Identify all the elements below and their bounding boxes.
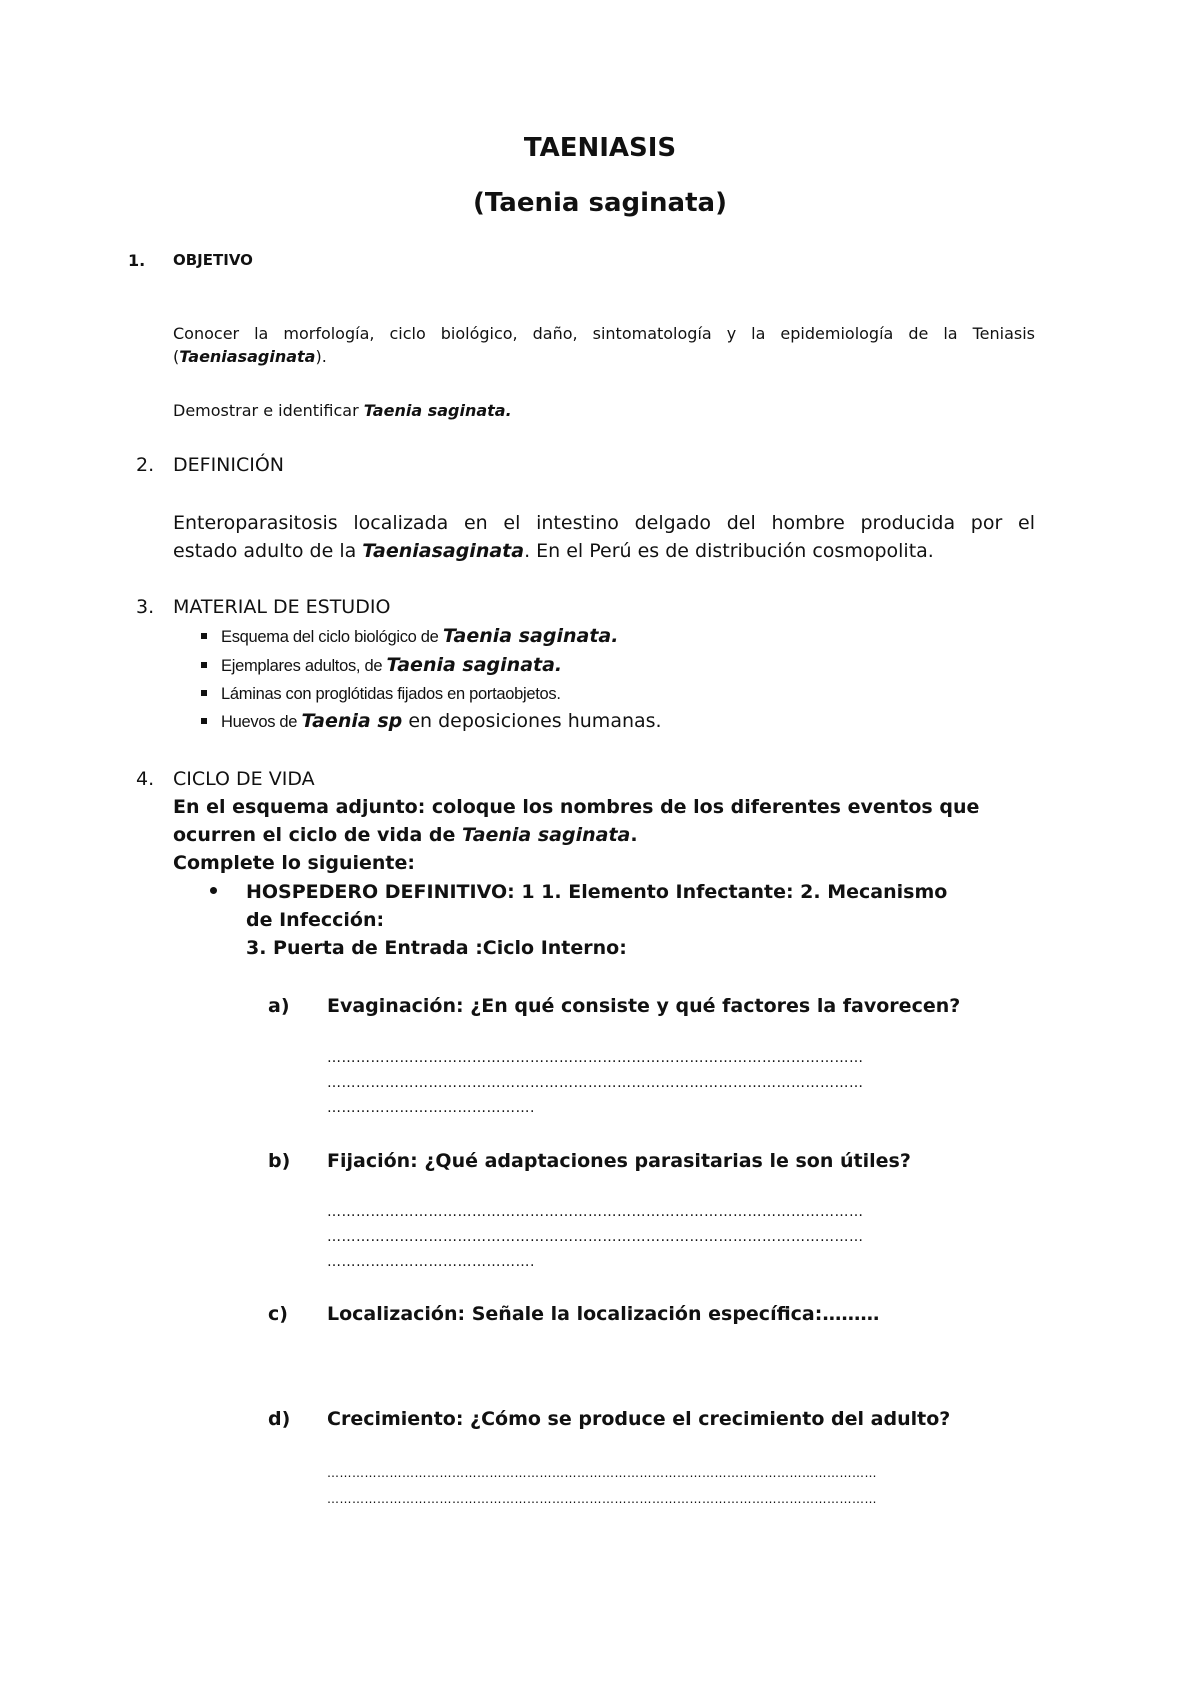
answer-line[interactable]: ………………………………………………………………………………………………… <box>327 1229 864 1245</box>
material-item: Ejemplares adultos, de Taenia saginata. <box>201 654 562 676</box>
host-line-1: HOSPEDERO DEFINITIVO: 1 1. Elemento Infectante: 2. Mecanismo <box>246 881 948 903</box>
answer-line[interactable]: …………………………………………………………………………………………………………………… <box>327 1466 877 1480</box>
answer-line[interactable]: ………………………………………………………………………………………………… <box>327 1204 864 1220</box>
definition-line-1: Enteroparasitosis localizada en el intestino delgado del hombre producida por el <box>173 512 1035 534</box>
answer-line[interactable]: …………………………………………………………………………………………………………………… <box>327 1492 877 1506</box>
section-1-heading: OBJETIVO <box>173 251 253 269</box>
square-bullet-icon <box>201 690 207 696</box>
question-letter: b) <box>268 1150 291 1172</box>
question-text: Evaginación: ¿En qué consiste y qué factores la favorecen? <box>327 995 961 1017</box>
cycle-intro-line-2: ocurren el ciclo de vida de Taenia saginata. <box>173 824 638 846</box>
answer-line[interactable]: ……………………………………. <box>327 1254 535 1270</box>
cycle-intro-line-1: En el esquema adjunto: coloque los nombres de los diferentes eventos que <box>173 796 980 818</box>
document-subtitle: (Taenia saginata) <box>473 188 727 218</box>
section-4-heading: CICLO DE VIDA <box>173 768 315 790</box>
document-title: TAENIASIS <box>523 133 677 163</box>
section-4-number: 4. <box>136 768 155 790</box>
cycle-intro-line-3: Complete lo siguiente: <box>173 852 415 874</box>
material-item: Láminas con proglótidas fijados en portaobjetos. <box>201 684 561 704</box>
square-bullet-icon <box>201 662 207 668</box>
objective-paragraph-1: Conocer la morfología, ciclo biológico, daño, sintomatología y la epidemiología de la Teniasis <box>173 324 1035 343</box>
square-bullet-icon <box>201 718 207 724</box>
bullet-dot-icon <box>210 882 217 901</box>
question-text: Localización: Señale la localización específica:……… <box>327 1303 880 1325</box>
section-1-number: 1. <box>128 251 146 270</box>
section-3-number: 3. <box>136 596 155 618</box>
definition-line-2: estado adulto de la Taeniasaginata. En el Perú es de distribución cosmopolita. <box>173 540 934 562</box>
question-text: Fijación: ¿Qué adaptaciones parasitarias le son útiles? <box>327 1150 911 1172</box>
answer-line[interactable]: ………………………………………………………………………………………………… <box>327 1075 864 1091</box>
answer-line[interactable]: ………………………………………………………………………………………………… <box>327 1050 864 1066</box>
host-line-2: de Infección: <box>246 909 385 931</box>
objective-paragraph-2: Demostrar e identificar Taenia saginata. <box>173 401 512 420</box>
section-2-heading: DEFINICIÓN <box>173 454 285 476</box>
question-letter: d) <box>268 1408 291 1430</box>
material-item: Esquema del ciclo biológico de Taenia saginata. <box>201 625 618 647</box>
section-3-heading: MATERIAL DE ESTUDIO <box>173 596 391 618</box>
question-letter: a) <box>268 995 290 1017</box>
host-line-3: 3. Puerta de Entrada :Ciclo Interno: <box>246 937 627 959</box>
material-item: Huevos de Taenia sp en deposiciones humanas. <box>201 710 662 732</box>
square-bullet-icon <box>201 633 207 639</box>
question-letter: c) <box>268 1303 288 1325</box>
objective-paragraph-1-end: (Taeniasaginata). <box>173 347 327 366</box>
section-2-number: 2. <box>136 454 155 476</box>
answer-line[interactable]: ……………………………………. <box>327 1100 535 1116</box>
question-text: Crecimiento: ¿Cómo se produce el crecimiento del adulto? <box>327 1408 951 1430</box>
